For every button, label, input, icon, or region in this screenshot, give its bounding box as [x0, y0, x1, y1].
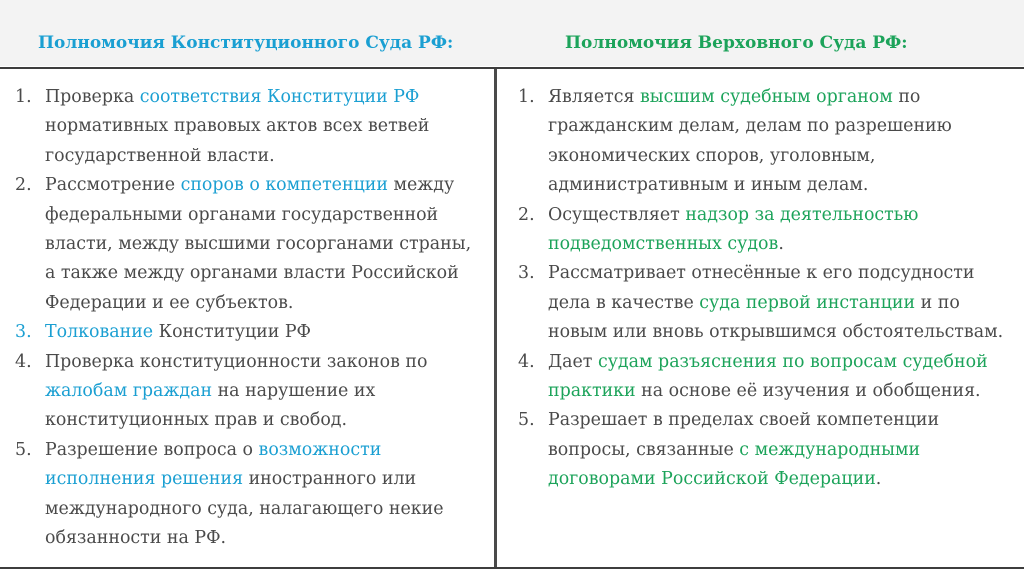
text-segment: и по новым или вновь открывшимся обстоятельствам.: [548, 292, 1004, 343]
item-number: 3.: [518, 263, 535, 284]
constitutional-court-heading: Полномочия Конституционного Суда РФ:: [38, 33, 454, 53]
item-text: [548, 205, 918, 254]
constitutional-power-item: [15, 348, 485, 436]
item-number: 2.: [518, 204, 535, 225]
item-text: [45, 352, 428, 431]
item-text: [548, 410, 939, 489]
highlighted-phrase: надзор за деятельностью подведомственных судов: [548, 204, 919, 255]
highlighted-phrase: жалобам граждан: [45, 381, 213, 402]
text-segment: Осуществляет: [548, 204, 686, 225]
constitutional-court-powers-list: [15, 83, 485, 554]
highlighted-phrase: Толкование: [45, 322, 154, 343]
item-number: 4.: [518, 351, 535, 372]
text-segment: Дает: [548, 351, 598, 372]
item-number: 5.: [15, 439, 32, 460]
text-segment: иностранного или международного суда, налагающего некие обязанности на РФ.: [45, 469, 444, 549]
item-text: [45, 87, 429, 166]
text-segment: Проверка: [45, 87, 140, 107]
text-segment: нормативных правовых актов всех ветвей государственной власти.: [45, 116, 430, 166]
highlighted-phrase: суда первой инстанции: [699, 292, 916, 313]
text-segment: .: [778, 234, 784, 255]
supreme-court-powers-list: [518, 83, 1008, 495]
item-text: [45, 440, 444, 548]
text-segment: .: [875, 469, 882, 490]
highlighted-phrase: соответствия Конституции РФ: [139, 87, 420, 107]
supreme-power-item: [518, 348, 1008, 407]
item-text: [45, 175, 471, 313]
supreme-power-item: [518, 201, 1008, 260]
highlighted-phrase: с международными договорами Российской Федерации: [548, 439, 921, 490]
constitutional-power-item: [15, 318, 485, 347]
item-text: [548, 87, 952, 195]
text-segment: Рассматривает отнесённые к его подсудности дела в качестве: [548, 263, 975, 313]
item-number: 1.: [518, 87, 535, 107]
text-segment: Проверка конституционности законов по: [45, 351, 428, 372]
text-segment: Разрешение вопроса о: [45, 439, 259, 460]
top-rule: [0, 67, 1024, 69]
text-segment: Конституции РФ: [153, 322, 311, 343]
text-segment: Является: [548, 87, 641, 107]
supreme-power-item: [518, 83, 1008, 201]
text-segment: между федеральными органами государственной власти, между высшими госорганами страны, а также между органами власти Российской Федерации и ее субъектов.: [45, 175, 472, 313]
text-segment: Разрешает в пределах своей компетенции вопросы, связанные: [548, 410, 940, 460]
item-text: [45, 322, 311, 342]
item-number: 1.: [15, 87, 32, 107]
slide-header: [0, 0, 1024, 66]
highlighted-phrase: возможности исполнения решения: [45, 439, 382, 490]
constitutional-power-item: [15, 171, 485, 318]
text-segment: по гражданским делам, делам по разрешению экономических споров, уголовным, административным и иным делам.: [548, 87, 952, 196]
text-segment: на основе её изучения и обобщения.: [635, 381, 981, 402]
text-segment: на нарушение их конституционных прав и свобод.: [45, 381, 376, 431]
supreme-court-heading: Полномочия Верховного Суда РФ:: [565, 33, 908, 53]
item-number: 5.: [518, 410, 535, 431]
supreme-power-item: [518, 259, 1008, 347]
column-divider: [494, 69, 497, 567]
item-text: [548, 352, 988, 401]
item-number: 3.: [15, 322, 32, 343]
item-number: 4.: [15, 351, 32, 372]
item-number: 2.: [15, 175, 32, 196]
text-segment: Рассмотрение: [45, 175, 181, 196]
constitutional-power-item: [15, 83, 485, 171]
highlighted-phrase: споров о компетенции: [180, 175, 388, 196]
item-text: [548, 263, 1003, 342]
constitutional-power-item: [15, 436, 485, 554]
highlighted-phrase: судам разъяснения по вопросам судебной практики: [548, 351, 988, 402]
supreme-power-item: [518, 406, 1008, 494]
highlighted-phrase: высшим судебным органом: [640, 87, 893, 107]
bottom-rule: [0, 567, 1024, 569]
